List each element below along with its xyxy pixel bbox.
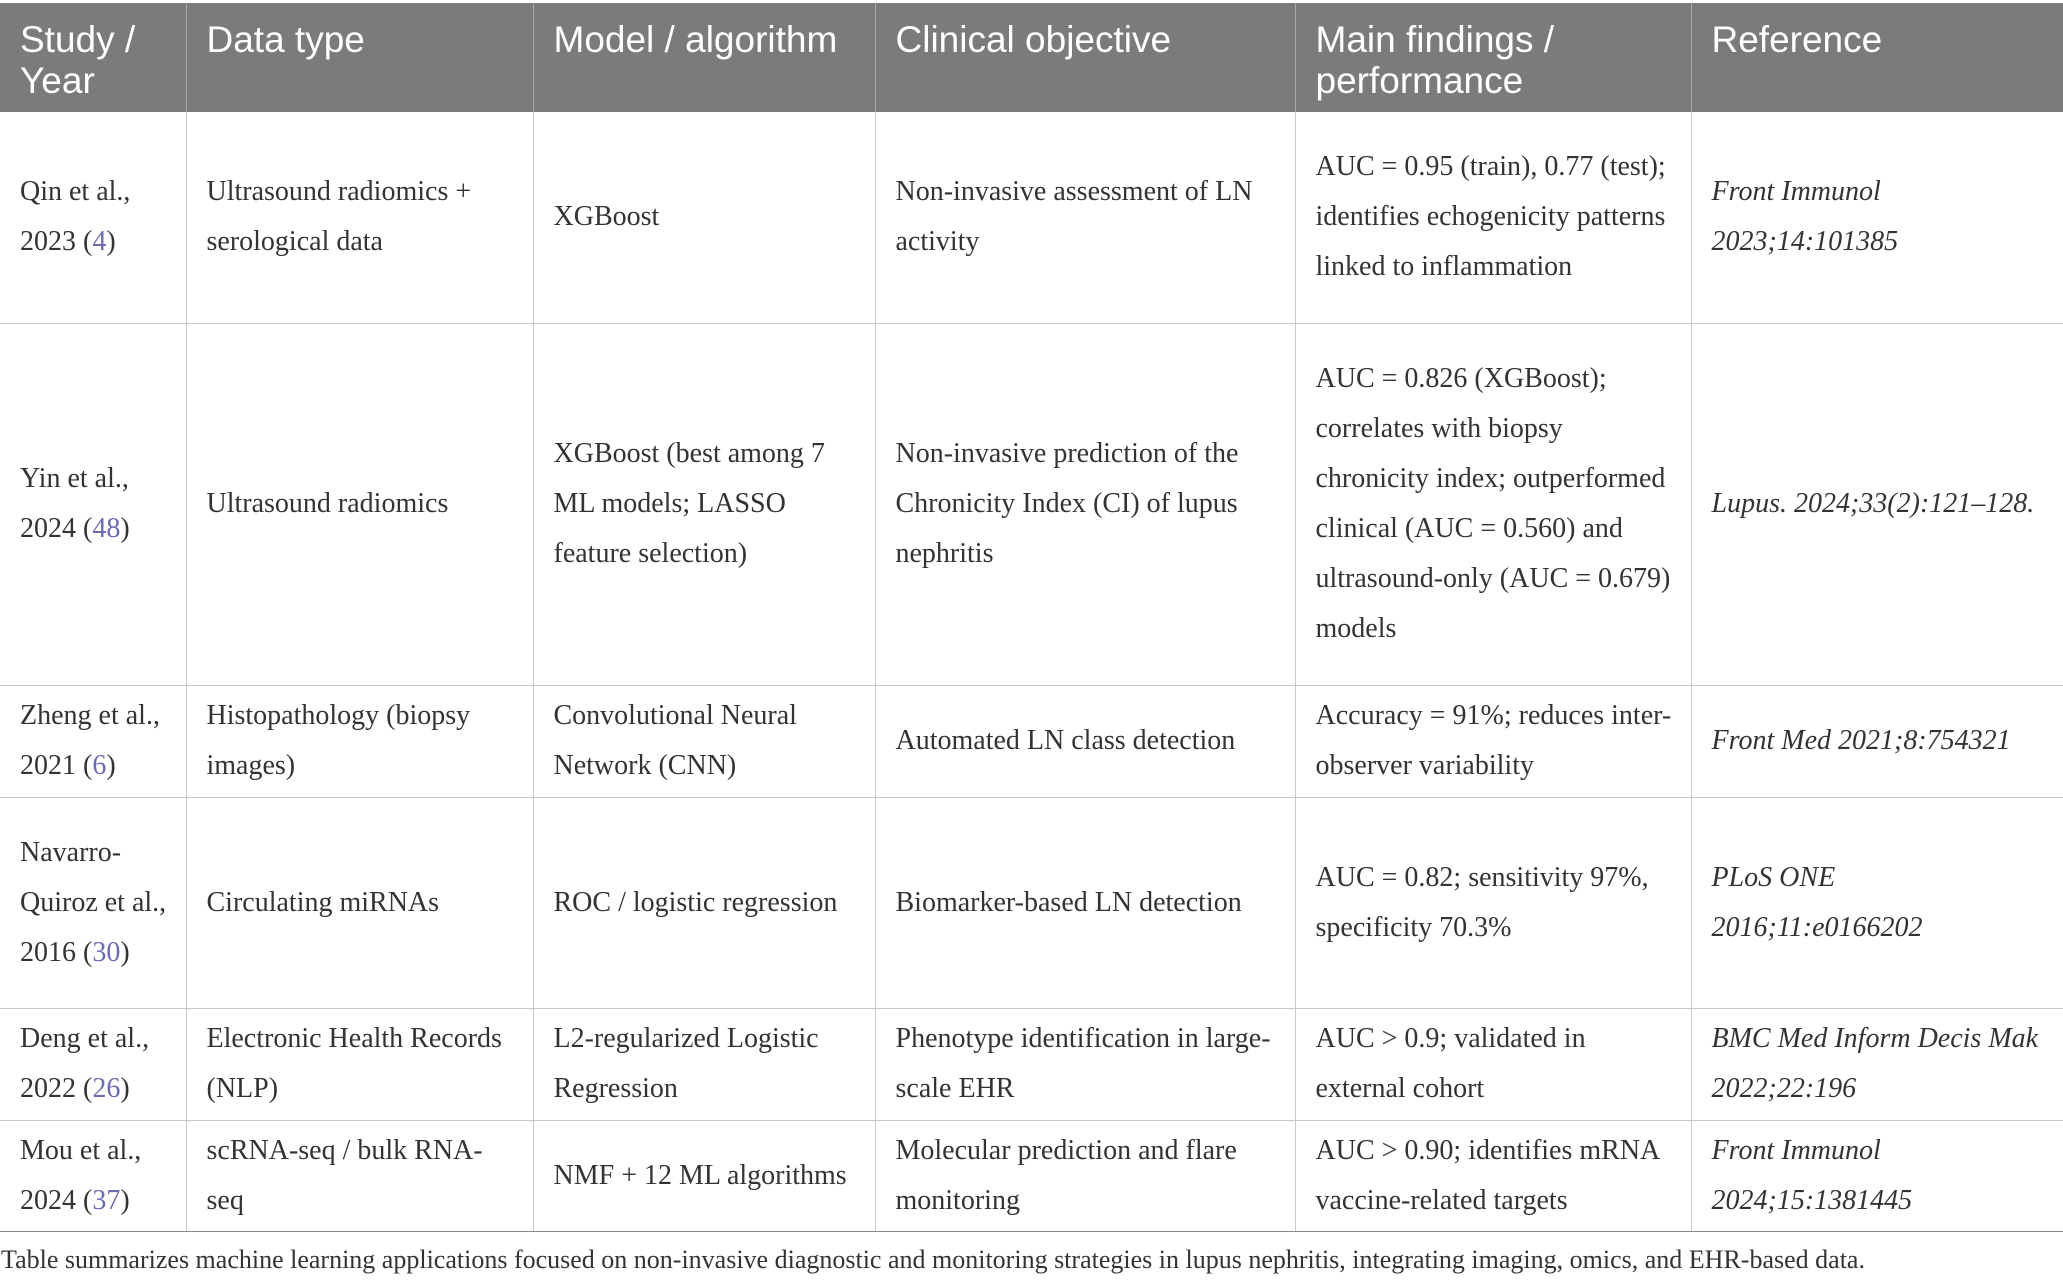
cell-model: XGBoost xyxy=(533,112,875,323)
cell-reference: Front Med 2021;8:754321 xyxy=(1691,685,2063,797)
study-text: Yin et al., 2024 xyxy=(20,463,129,544)
table-row xyxy=(0,323,2063,685)
cell-objective: Phenotype identification in large-scale EHR xyxy=(875,1008,1295,1120)
cell-reference: Front Immunol 2024;15:1381445 xyxy=(1691,1120,2063,1231)
cell-reference: Front Immunol 2023;14:101385 xyxy=(1691,112,2063,323)
cell-data-type: Histopathology (biopsy images) xyxy=(186,685,533,797)
cell-findings: AUC > 0.90; identifies mRNA vaccine-related targets xyxy=(1295,1120,1691,1231)
cell-model: L2-regularized Logistic Regression xyxy=(533,1008,875,1120)
header-main-findings: Main findings / performance xyxy=(1295,3,1691,112)
cell-findings: AUC = 0.826 (XGBoost); correlates with biopsy chronicity index; outperformed clinical (AUC = 0.560) and ultrasound-only (AUC = 0.679) models xyxy=(1295,323,1691,685)
cell-objective: Non-invasive prediction of the Chronicity Index (CI) of lupus nephritis xyxy=(875,323,1295,685)
cell-model: Convolutional Neural Network (CNN) xyxy=(533,685,875,797)
table-row xyxy=(0,797,2063,1008)
citation-link[interactable]: 6 xyxy=(92,750,107,781)
cell-model: ROC / logistic regression xyxy=(533,797,875,1008)
study-text: Qin et al., 2023 xyxy=(20,176,131,258)
cell-objective: Non-invasive assessment of LN activity xyxy=(875,112,1295,323)
table-row xyxy=(0,1120,2063,1231)
table-row xyxy=(0,1008,2063,1120)
study-text: Deng et al., 2022 xyxy=(20,1023,150,1104)
citation-link[interactable]: 26 xyxy=(92,1073,121,1104)
cell-reference: PLoS ONE 2016;11:e0166202 xyxy=(1691,797,2063,1008)
cell-objective: Biomarker-based LN detection xyxy=(875,797,1295,1008)
cell-findings: Accuracy = 91%; reduces inter-observer variability xyxy=(1295,685,1691,797)
cell-reference: Lupus. 2024;33(2):121–128. xyxy=(1691,323,2063,685)
cell-study: Deng et al., 2022 (26) xyxy=(0,1008,186,1120)
cell-study: Mou et al., 2024 (37) xyxy=(0,1120,186,1231)
cell-study: Zheng et al., 2021 (6) xyxy=(0,685,186,797)
study-text: Navarro-Quiroz et al., 2016 xyxy=(20,836,167,968)
table-body xyxy=(0,112,2063,1231)
cell-model: NMF + 12 ML algorithms xyxy=(533,1120,875,1231)
citation-link[interactable]: 4 xyxy=(92,226,107,258)
cell-data-type: Ultrasound radiomics + serological data xyxy=(186,112,533,323)
cell-reference: BMC Med Inform Decis Mak 2022;22:196 xyxy=(1691,1008,2063,1120)
citation-link[interactable]: 30 xyxy=(92,936,121,968)
study-text: Mou et al., 2024 xyxy=(20,1134,142,1216)
cell-objective: Automated LN class detection xyxy=(875,685,1295,797)
table-row xyxy=(0,685,2063,797)
study-text: Zheng et al., 2021 xyxy=(20,700,160,781)
cell-study: Navarro-Quiroz et al., 2016 (30) xyxy=(0,797,186,1008)
citation-link[interactable]: 37 xyxy=(92,1184,121,1216)
table-header xyxy=(0,3,2063,112)
cell-data-type: Circulating miRNAs xyxy=(186,797,533,1008)
table-row xyxy=(0,112,2063,323)
header-reference: Reference xyxy=(1691,3,2063,112)
ml-applications-table xyxy=(0,3,2063,1232)
cell-findings: AUC > 0.9; validated in external cohort xyxy=(1295,1008,1691,1120)
table-caption: Table summarizes machine learning applications focused on non-invasive diagnostic and monitoring strategies in lupus nephritis, integrating imaging, omics, and EHR-based data. xyxy=(1,1245,1865,1274)
cell-study: Yin et al., 2024 (48) xyxy=(0,323,186,685)
ml-applications-table-wrapper xyxy=(0,3,2063,1232)
cell-study: Qin et al., 2023 (4) xyxy=(0,112,186,323)
cell-findings: AUC = 0.82; sensitivity 97%, specificity 70.3% xyxy=(1295,797,1691,1008)
header-data-type: Data type xyxy=(186,3,533,112)
cell-model: XGBoost (best among 7 ML models; LASSO feature selection) xyxy=(533,323,875,685)
header-model-algorithm: Model / algorithm xyxy=(533,3,875,112)
header-row xyxy=(0,3,2063,112)
cell-data-type: Electronic Health Records (NLP) xyxy=(186,1008,533,1120)
citation-link[interactable]: 48 xyxy=(92,513,121,544)
cell-objective: Molecular prediction and flare monitoring xyxy=(875,1120,1295,1231)
cell-data-type: Ultrasound radiomics xyxy=(186,323,533,685)
cell-findings: AUC = 0.95 (train), 0.77 (test); identifies echogenicity patterns linked to inflammation xyxy=(1295,112,1691,323)
cell-data-type: scRNA-seq / bulk RNA-seq xyxy=(186,1120,533,1231)
header-study-year: Study / Year xyxy=(0,3,186,112)
header-clinical-objective: Clinical objective xyxy=(875,3,1295,112)
